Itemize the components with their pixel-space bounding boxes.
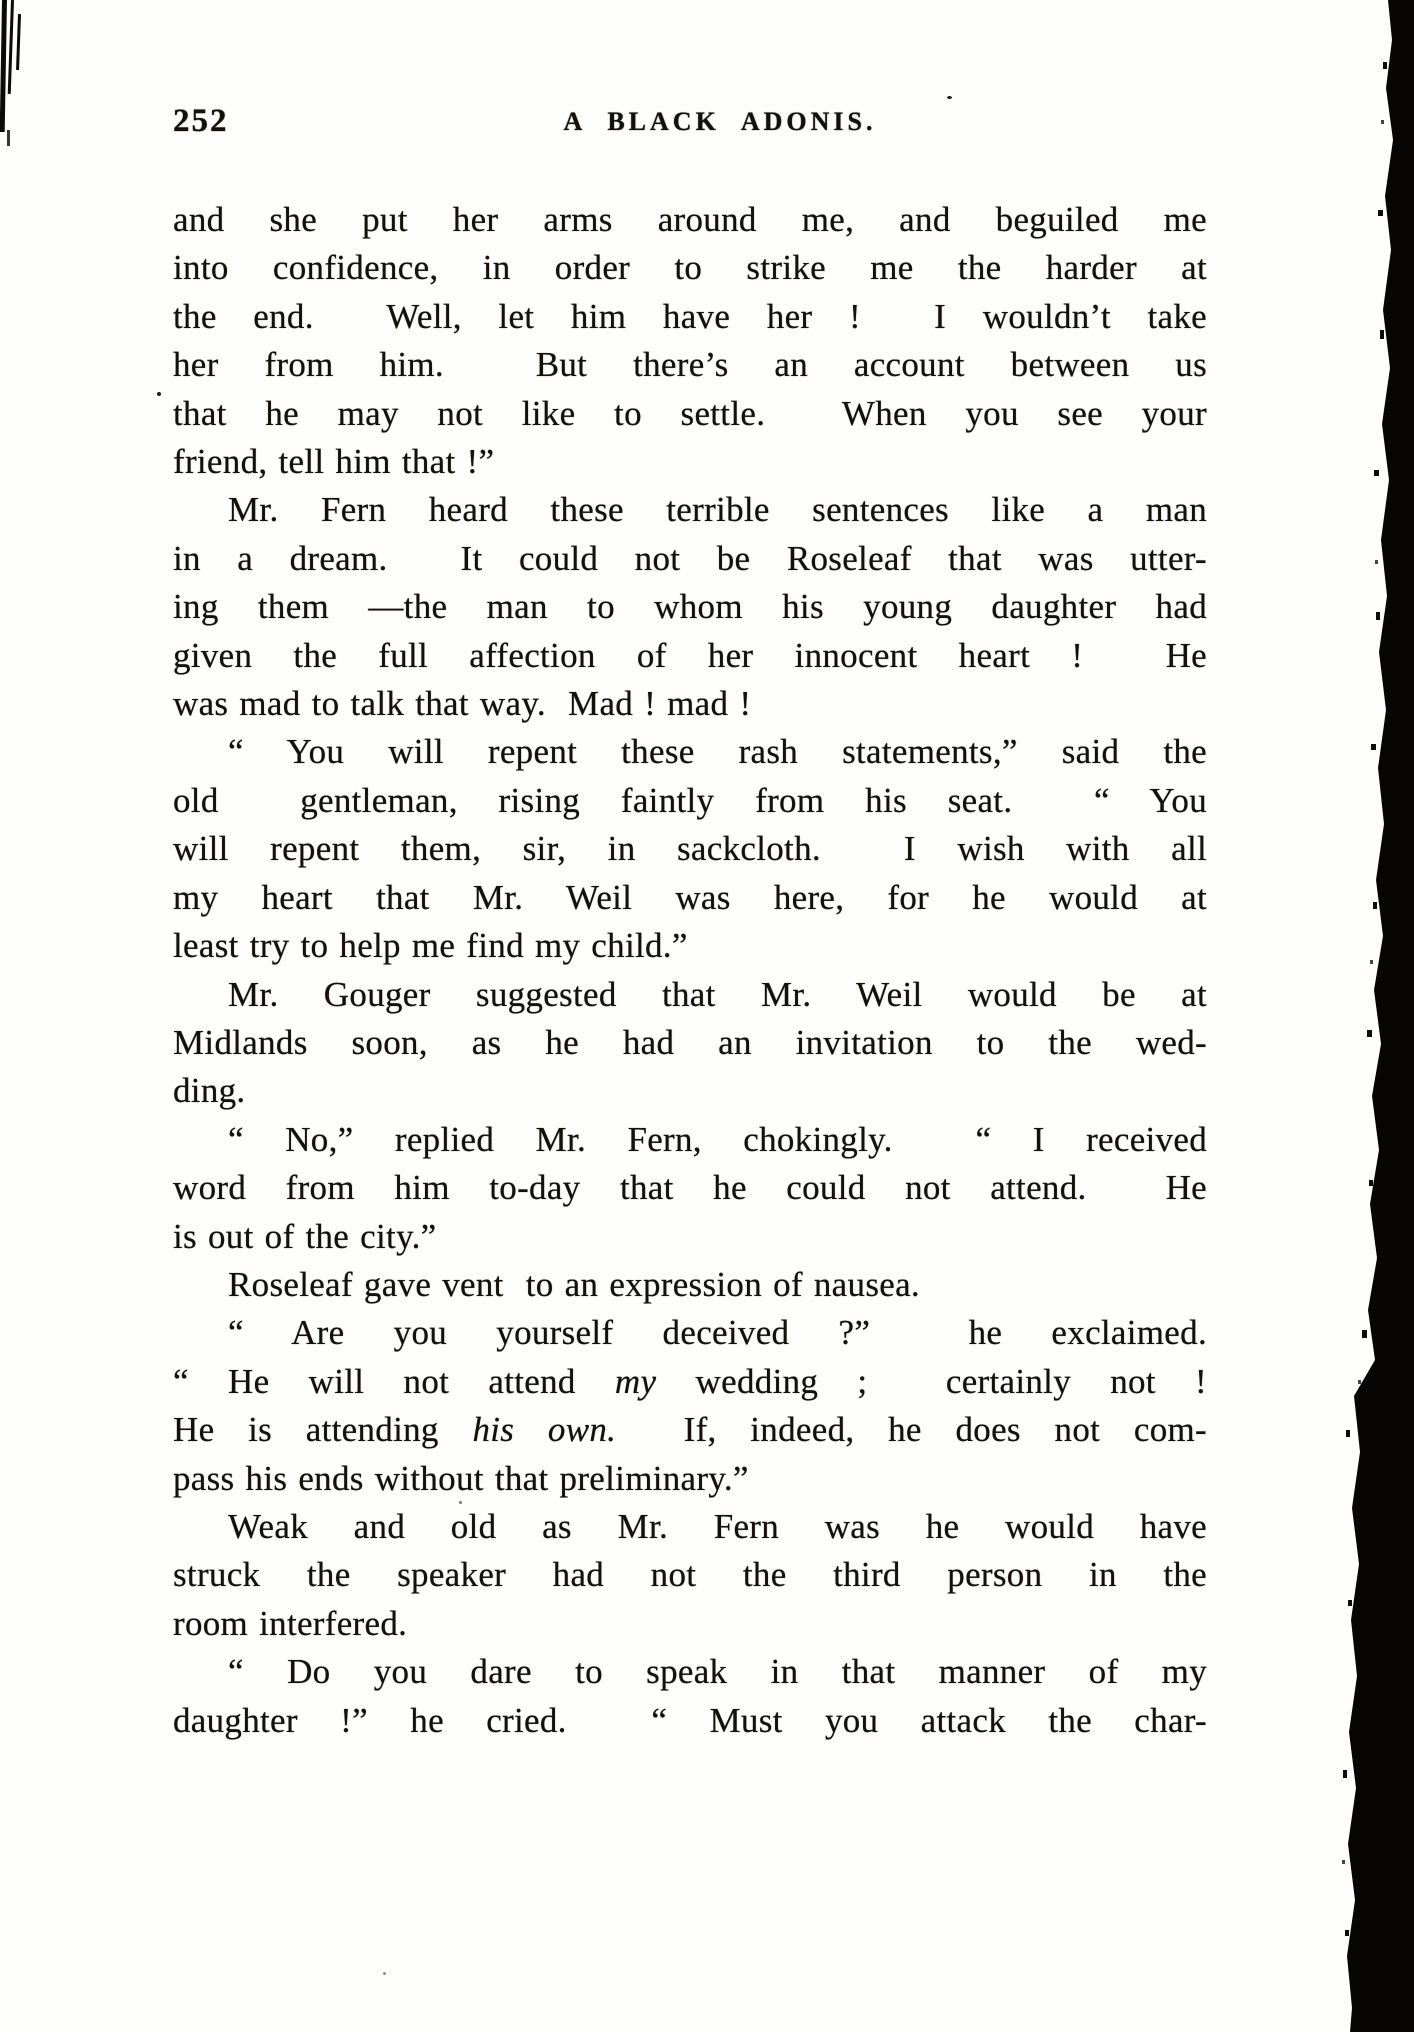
paragraph [173,1648,1207,1745]
text-line: daughter !” he cried. “ Must you attack the char- [173,1700,1207,1740]
text-line: into confidence, in order to strike me the harder at [173,248,1207,288]
text-line: old gentleman, rising faintly from his seat. “ You [173,780,1207,820]
ink-speck [383,1972,386,1975]
paragraph [173,196,1207,486]
ink-speck [157,392,161,396]
paragraph [173,728,1207,970]
text-line: in a dream. It could not be Roseleaf that was utter- [173,538,1207,578]
page-header [173,103,1207,151]
text-line: friend, tell him that !” [173,442,495,482]
text-line: Mr. Fern heard these terrible sentences like a man [228,490,1207,530]
text-line: word from him to-day that he could not attend. He [173,1168,1207,1208]
text-line: ing them —the man to whom his young daughter had [173,587,1207,627]
text-line: given the full affection of her innocent heart ! He [173,635,1207,675]
text-line: my heart that Mr. Weil was here, for he would at [173,877,1207,917]
page-body [173,196,1207,1745]
paragraph [173,1309,1207,1503]
text-line: pass his ends without that preliminary.” [173,1458,749,1498]
paragraph [173,486,1207,728]
text-line: was mad to talk that way. Mad ! mad ! [173,684,752,724]
text-line: Mr. Gouger suggested that Mr. Weil would be at [228,974,1207,1014]
text-line: “ You will repent these rash statements,” said the [228,732,1207,772]
text-line: ding. [173,1071,246,1111]
text-line: room interfered. [173,1603,408,1643]
text-line: and she put her arms around me, and beguiled me [173,200,1207,239]
binding-marks-artifact [0,0,60,200]
text-line: Weak and old as Mr. Fern was he would have [228,1506,1207,1546]
text-line: Roseleaf gave vent to an expression of nausea. [228,1264,920,1304]
page-number: 252 [173,103,229,139]
paragraph [173,971,1207,1116]
text-line: that he may not like to settle. When you see your [173,393,1207,433]
ink-speck [947,96,952,99]
text-line: He is attending his own. If, indeed, he does not com- [173,1410,1207,1450]
text-line: “ No,” replied Mr. Fern, chokingly. “ I received [228,1119,1207,1159]
paragraph [173,1503,1207,1648]
scan-edge-band-artifact [1334,0,1414,2032]
running-title: A BLACK ADONIS. [563,107,877,136]
paragraph [173,1116,1207,1261]
text-line: struck the speaker had not the third person in the [173,1555,1207,1595]
text-line: “ Are you yourself deceived ?” he exclaimed. [228,1313,1207,1353]
text-line: Midlands soon, as he had an invitation to the wed- [173,1022,1207,1062]
text-line: is out of the city.” [173,1216,437,1256]
text-line: least try to help me find my child.” [173,926,688,966]
text-line: “ He will not attend my wedding ; certainly not ! [173,1361,1208,1401]
text-line: the end. Well, let him have her ! I wouldn’t take [173,296,1207,336]
text-line: her from him. But there’s an account between us [173,345,1207,385]
paragraph [173,1261,1207,1309]
text-line: will repent them, sir, in sackcloth. I wish with all [173,829,1207,869]
text-line: “ Do you dare to speak in that manner of my [228,1652,1207,1692]
